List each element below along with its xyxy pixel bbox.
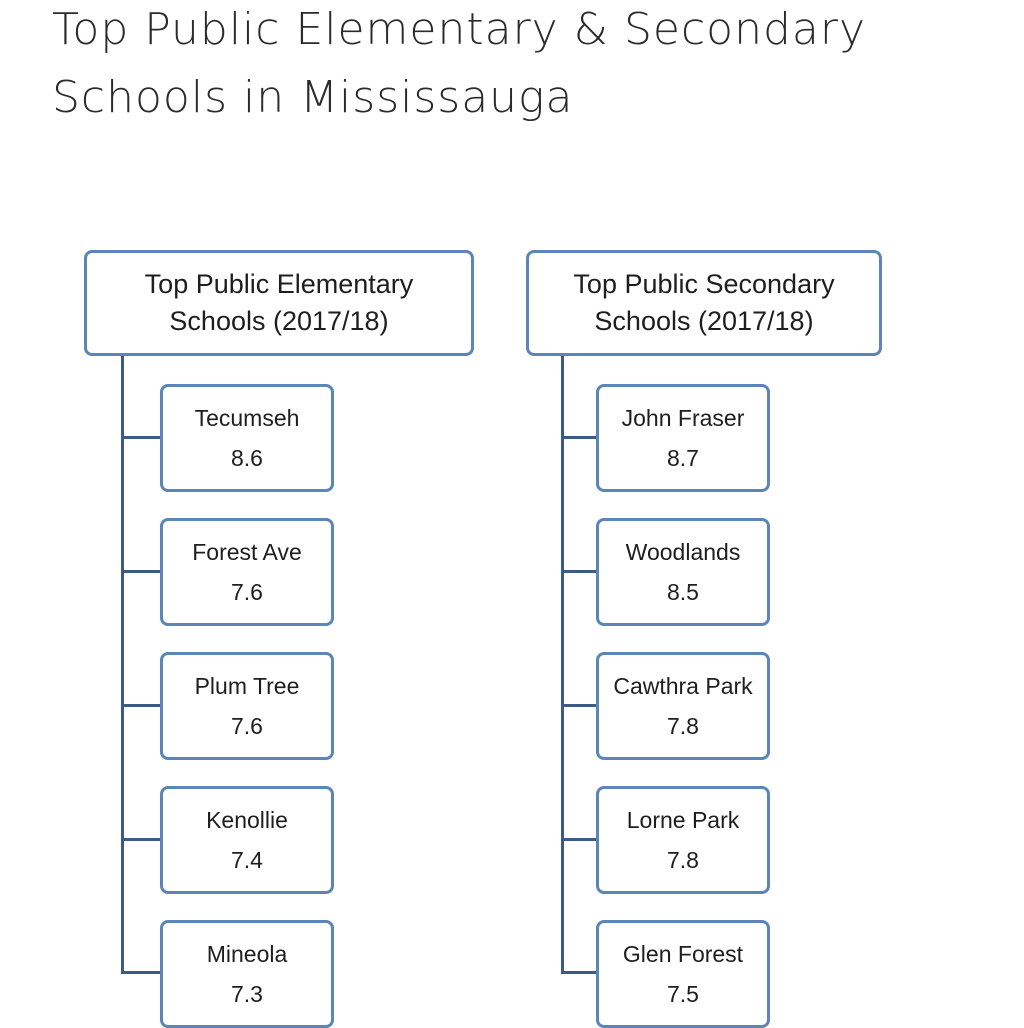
school-score: 8.5 [667, 579, 699, 605]
school-score: 7.4 [231, 847, 263, 873]
school-name: Cawthra Park [613, 673, 753, 699]
elementary-header-line-1: Top Public Elementary [144, 269, 414, 299]
secondary-header-box [526, 250, 882, 356]
school-score: 7.8 [667, 847, 699, 873]
page-title-line-2: Schools in Mississauga [52, 72, 574, 123]
secondary-spine [561, 355, 564, 974]
secondary-school-box [596, 652, 770, 760]
secondary-school-box [596, 786, 770, 894]
secondary-connector [561, 436, 597, 439]
school-score: 7.3 [231, 981, 263, 1007]
secondary-connector [561, 838, 597, 841]
secondary-school-box [596, 920, 770, 1028]
school-name: Woodlands [625, 539, 741, 565]
elementary-connector [121, 436, 161, 439]
school-name: Forest Ave [192, 539, 302, 565]
school-name: John Fraser [621, 405, 745, 431]
school-score: 8.6 [231, 445, 263, 471]
school-score: 7.6 [231, 713, 263, 739]
school-score: 7.6 [231, 579, 263, 605]
school-score: 8.7 [667, 445, 699, 471]
elementary-header-line-2: Schools (2017/18) [169, 306, 389, 336]
school-name: Kenollie [206, 807, 288, 833]
school-score: 7.8 [667, 713, 699, 739]
school-name: Plum Tree [194, 673, 300, 699]
elementary-connector [121, 704, 161, 707]
elementary-school-box [160, 920, 334, 1028]
school-name: Mineola [206, 941, 288, 967]
school-score: 7.5 [667, 981, 699, 1007]
secondary-connector [561, 704, 597, 707]
school-name: Tecumseh [194, 405, 300, 431]
secondary-header-line-1: Top Public Secondary [573, 269, 835, 299]
school-name: Lorne Park [626, 807, 740, 833]
secondary-school-box [596, 518, 770, 626]
elementary-school-box [160, 384, 334, 492]
elementary-connector [121, 971, 161, 974]
secondary-connector [561, 971, 597, 974]
secondary-connector [561, 570, 597, 573]
elementary-header-box [84, 250, 474, 356]
elementary-connector [121, 838, 161, 841]
elementary-school-box [160, 652, 334, 760]
secondary-header-line-2: Schools (2017/18) [594, 306, 814, 336]
elementary-school-box [160, 786, 334, 894]
elementary-spine [121, 355, 124, 974]
page-title-line-1: Top Public Elementary & Secondary [52, 4, 866, 55]
elementary-connector [121, 570, 161, 573]
elementary-school-box [160, 518, 334, 626]
school-name: Glen Forest [622, 941, 744, 967]
secondary-school-box [596, 384, 770, 492]
